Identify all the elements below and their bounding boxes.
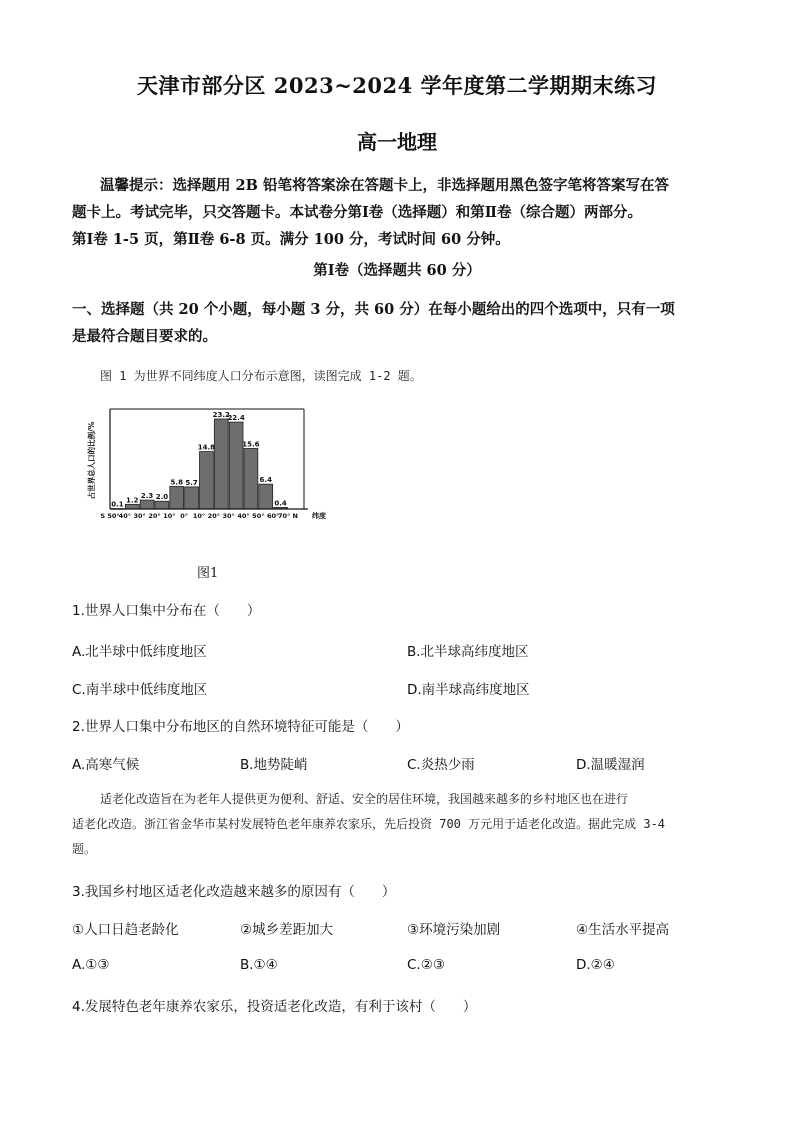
chart-bar xyxy=(185,487,199,509)
intro-notice xyxy=(72,172,724,253)
population-latitude-chart xyxy=(80,405,340,530)
chart-bar xyxy=(259,484,273,509)
chart-value-label: 1.2 xyxy=(126,496,139,505)
q3-option-a: A.①③ xyxy=(72,957,110,973)
passage-line: 适老化改造。浙江省金华市某村发展特色老年康养农家乐，先后投资 700 万元用于适老化改造。据此完成 3-4 xyxy=(72,817,666,831)
chart-x-tick-label: 20° xyxy=(148,512,161,520)
passage-line: 适老化改造旨在为老年人提供更为便利、舒适、安全的居住环境，我国越来越多的乡村地区也在进行 xyxy=(100,792,629,806)
q2-option-a: A.高寒气候 xyxy=(72,757,140,773)
chart-value-label: 6.4 xyxy=(259,476,272,485)
subject-title: 高一地理 xyxy=(357,130,437,154)
chart-bar xyxy=(229,422,243,509)
chart-x-tick-label: 50° xyxy=(252,512,265,520)
intro-line: 题卡上。考试完毕，只交答题卡。本试卷分第Ⅰ卷（选择题）和第Ⅱ卷（综合题）两部分。 xyxy=(72,204,642,221)
chart-value-label: 0.1 xyxy=(111,500,124,509)
chart-value-label: 2.0 xyxy=(155,493,169,502)
question-3-stem: 3.我国乡村地区适老化改造越来越多的原因有（ ） xyxy=(72,884,396,900)
q3-option-b: B.①④ xyxy=(240,957,278,973)
section-title: 第Ⅰ卷（选择题共 60 分） xyxy=(313,262,481,279)
chart-x-tick-label: 0° xyxy=(180,512,189,520)
chart-x-tick-label: 60° xyxy=(267,512,280,520)
q2-option-c: C.炎热少雨 xyxy=(407,757,475,773)
chart-x-tick-label: 30° xyxy=(222,512,235,520)
q1-option-b: B.北半球高纬度地区 xyxy=(407,644,529,660)
passage-line: 题。 xyxy=(72,842,97,856)
q3-item-1: ①人口日趋老龄化 xyxy=(72,922,179,938)
q3-item-2: ②城乡差距加大 xyxy=(240,922,334,938)
part1-instructions xyxy=(72,296,724,350)
chart-x-tick-label: 20° xyxy=(207,512,220,520)
part1-line: 一、选择题（共 20 个小题，每小题 3 分，共 60 分）在每小题给出的四个选项中，只有一项 xyxy=(72,301,675,318)
q3-option-d: D.②④ xyxy=(576,957,615,973)
chart-value-label: 15.6 xyxy=(242,440,260,449)
q2-option-d: D.温暖湿润 xyxy=(576,757,645,773)
part1-line: 是最符合题目要求的。 xyxy=(72,328,217,345)
q1-option-c: C.南半球中低纬度地区 xyxy=(72,682,208,698)
chart-value-label: 0.4 xyxy=(274,499,287,508)
q1-option-a: A.北半球中低纬度地区 xyxy=(72,644,207,660)
chart-x-ticks xyxy=(100,512,298,520)
chart-x-tick-label: 40° xyxy=(237,512,250,520)
q1-option-d: D.南半球高纬度地区 xyxy=(407,682,530,698)
chart-x-tick-label: 10° xyxy=(192,512,206,520)
chart-bar xyxy=(200,452,214,509)
chart-bar xyxy=(244,448,258,509)
chart-value-label: 23.2 xyxy=(212,410,230,419)
chart-x-tick-label: 70° N xyxy=(278,512,298,520)
question-1-stem: 1.世界人口集中分布在（ ） xyxy=(72,603,261,619)
intro-line: 第Ⅰ卷 1-5 页，第Ⅱ卷 6-8 页。满分 100 分，考试时间 60 分钟。 xyxy=(72,231,510,248)
figure-intro: 图 1 为世界不同纬度人口分布示意图，读图完成 1-2 题。 xyxy=(100,369,422,383)
q3-option-c: C.②③ xyxy=(407,957,445,973)
chart-bar xyxy=(170,486,184,509)
figure-caption: 图1 xyxy=(197,566,219,581)
question-4-stem: 4.发展特色老年康养农家乐，投资适老化改造，有利于该村（ ） xyxy=(72,999,477,1015)
chart-value-label: 22.4 xyxy=(227,414,245,423)
question-2-stem: 2.世界人口集中分布地区的自然环境特征可能是（ ） xyxy=(72,719,409,735)
chart-value-label: 14.8 xyxy=(197,443,216,452)
chart-x-tick-label: S 50° xyxy=(100,512,120,520)
passage-3-4 xyxy=(72,787,726,862)
chart-x-tick-label: 30° xyxy=(133,512,146,520)
chart-value-label: 5.7 xyxy=(185,478,198,487)
chart-bar xyxy=(125,504,139,509)
chart-value-label: 5.8 xyxy=(170,478,183,487)
intro-line: 温馨提示：选择题用 2B 铅笔将答案涂在答题卡上，非选择题用黑色签字笔将答案写在答 xyxy=(100,177,669,194)
chart-bar xyxy=(155,501,169,509)
y-axis-label: 占世界总人口的比例/% xyxy=(87,421,96,500)
q3-item-4: ④生活水平提高 xyxy=(576,922,670,938)
chart-bar xyxy=(140,500,154,509)
chart-value-label: 2.3 xyxy=(140,492,154,501)
q2-option-b: B.地势陡峭 xyxy=(240,757,308,773)
q3-item-3: ③环境污染加剧 xyxy=(407,922,501,938)
exam-title: 天津市部分区 2023~2024 学年度第二学期期末练习 xyxy=(136,73,658,98)
x-axis-label: 纬度 xyxy=(312,512,326,520)
chart-bar xyxy=(214,419,228,509)
chart-x-tick-label: 10° xyxy=(163,512,176,520)
chart-x-tick-label: 40° xyxy=(118,512,131,520)
